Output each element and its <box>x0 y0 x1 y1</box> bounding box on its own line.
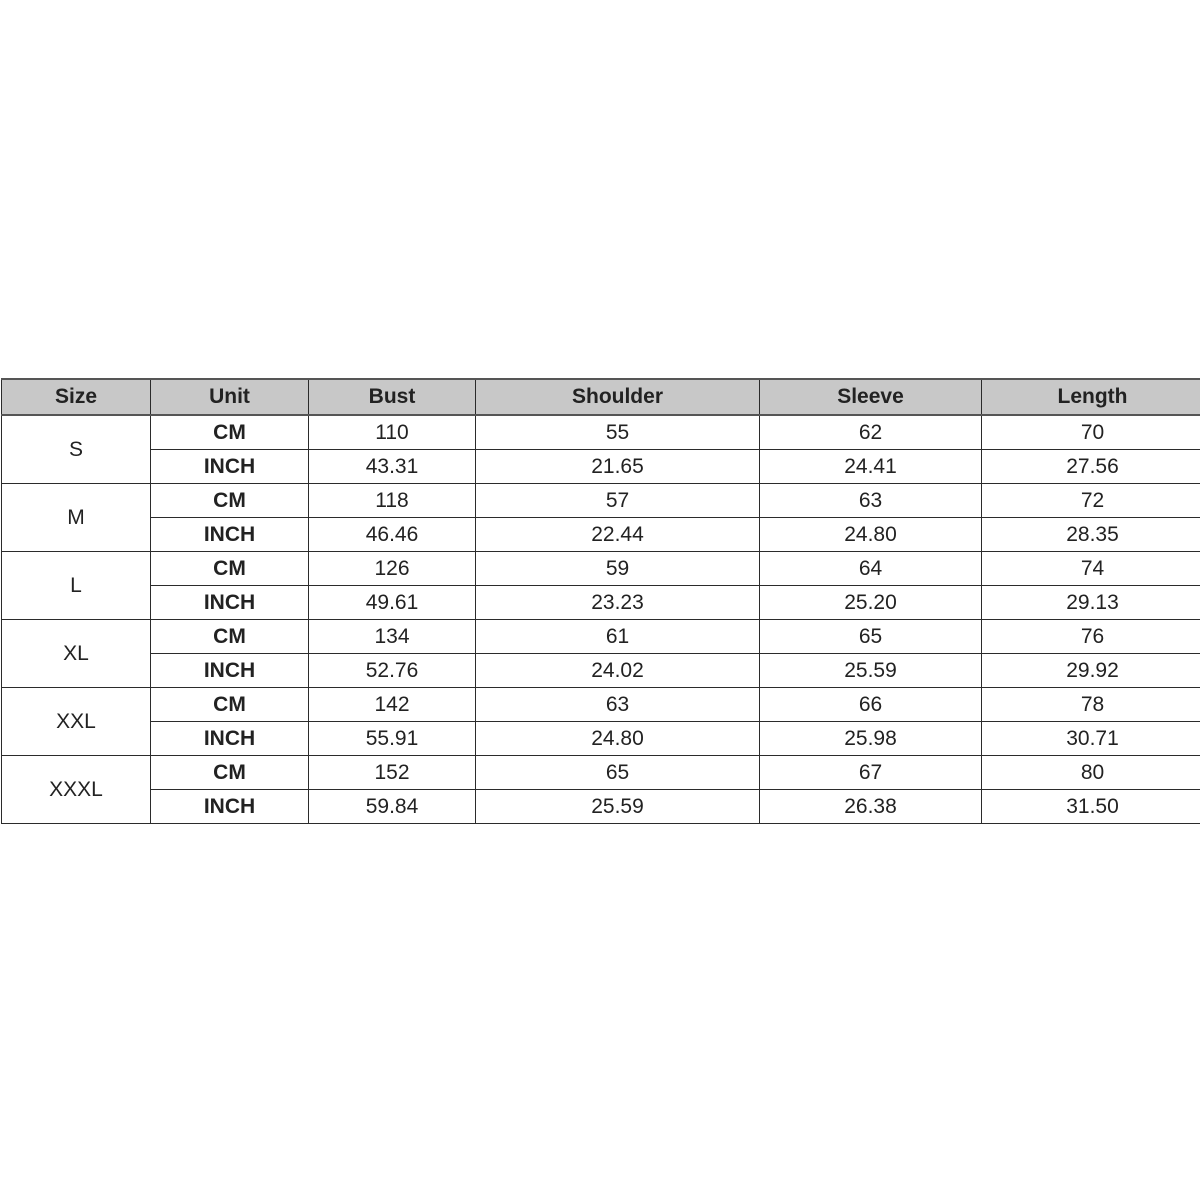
length-value: 30.71 <box>982 722 1200 756</box>
shoulder-value: 22.44 <box>476 518 760 552</box>
table-row <box>2 688 1200 722</box>
shoulder-value: 61 <box>476 620 760 654</box>
sleeve-value: 24.41 <box>760 450 982 484</box>
bust-value: 59.84 <box>309 790 476 824</box>
header-shoulder: Shoulder <box>476 379 760 415</box>
shoulder-value: 55 <box>476 415 760 450</box>
sleeve-value: 63 <box>760 484 982 518</box>
table-row <box>2 790 1200 824</box>
table-row <box>2 450 1200 484</box>
shoulder-value: 65 <box>476 756 760 790</box>
unit-inch: INCH <box>151 722 309 756</box>
bust-value: 46.46 <box>309 518 476 552</box>
bust-value: 43.31 <box>309 450 476 484</box>
size-chart <box>0 378 1200 825</box>
unit-cm: CM <box>151 552 309 586</box>
length-value: 76 <box>982 620 1200 654</box>
table-row <box>2 518 1200 552</box>
length-value: 74 <box>982 552 1200 586</box>
unit-inch: INCH <box>151 450 309 484</box>
length-value: 80 <box>982 756 1200 790</box>
shoulder-value: 23.23 <box>476 586 760 620</box>
table-row <box>2 620 1200 654</box>
shoulder-value: 63 <box>476 688 760 722</box>
bust-value: 52.76 <box>309 654 476 688</box>
sleeve-value: 62 <box>760 415 982 450</box>
sleeve-value: 67 <box>760 756 982 790</box>
size-label: XL <box>2 620 151 688</box>
sleeve-value: 26.38 <box>760 790 982 824</box>
table-row <box>2 552 1200 586</box>
sleeve-value: 65 <box>760 620 982 654</box>
shoulder-value: 24.80 <box>476 722 760 756</box>
bust-value: 49.61 <box>309 586 476 620</box>
shoulder-value: 59 <box>476 552 760 586</box>
length-value: 27.56 <box>982 450 1200 484</box>
sleeve-value: 24.80 <box>760 518 982 552</box>
header-bust: Bust <box>309 379 476 415</box>
shoulder-value: 25.59 <box>476 790 760 824</box>
length-value: 29.92 <box>982 654 1200 688</box>
shoulder-value: 24.02 <box>476 654 760 688</box>
size-table <box>1 378 1200 824</box>
header-unit: Unit <box>151 379 309 415</box>
bust-value: 152 <box>309 756 476 790</box>
size-label: S <box>2 415 151 484</box>
sleeve-value: 25.98 <box>760 722 982 756</box>
bust-value: 110 <box>309 415 476 450</box>
bust-value: 126 <box>309 552 476 586</box>
length-value: 29.13 <box>982 586 1200 620</box>
table-row <box>2 415 1200 450</box>
table-row <box>2 654 1200 688</box>
unit-inch: INCH <box>151 586 309 620</box>
size-label: L <box>2 552 151 620</box>
table-row <box>2 586 1200 620</box>
header-size: Size <box>2 379 151 415</box>
size-label: XXXL <box>2 756 151 824</box>
unit-inch: INCH <box>151 518 309 552</box>
length-value: 78 <box>982 688 1200 722</box>
table-row <box>2 484 1200 518</box>
header-length: Length <box>982 379 1200 415</box>
header-row <box>2 379 1200 415</box>
sleeve-value: 25.20 <box>760 586 982 620</box>
sleeve-value: 64 <box>760 552 982 586</box>
unit-inch: INCH <box>151 654 309 688</box>
unit-inch: INCH <box>151 790 309 824</box>
unit-cm: CM <box>151 756 309 790</box>
bust-value: 142 <box>309 688 476 722</box>
shoulder-value: 21.65 <box>476 450 760 484</box>
length-value: 70 <box>982 415 1200 450</box>
bust-value: 134 <box>309 620 476 654</box>
sleeve-value: 25.59 <box>760 654 982 688</box>
table-row <box>2 722 1200 756</box>
table-row <box>2 756 1200 790</box>
unit-cm: CM <box>151 688 309 722</box>
length-value: 28.35 <box>982 518 1200 552</box>
bust-value: 118 <box>309 484 476 518</box>
size-label: M <box>2 484 151 552</box>
sleeve-value: 66 <box>760 688 982 722</box>
size-label: XXL <box>2 688 151 756</box>
unit-cm: CM <box>151 620 309 654</box>
shoulder-value: 57 <box>476 484 760 518</box>
length-value: 31.50 <box>982 790 1200 824</box>
unit-cm: CM <box>151 484 309 518</box>
bust-value: 55.91 <box>309 722 476 756</box>
unit-cm: CM <box>151 415 309 450</box>
header-sleeve: Sleeve <box>760 379 982 415</box>
length-value: 72 <box>982 484 1200 518</box>
